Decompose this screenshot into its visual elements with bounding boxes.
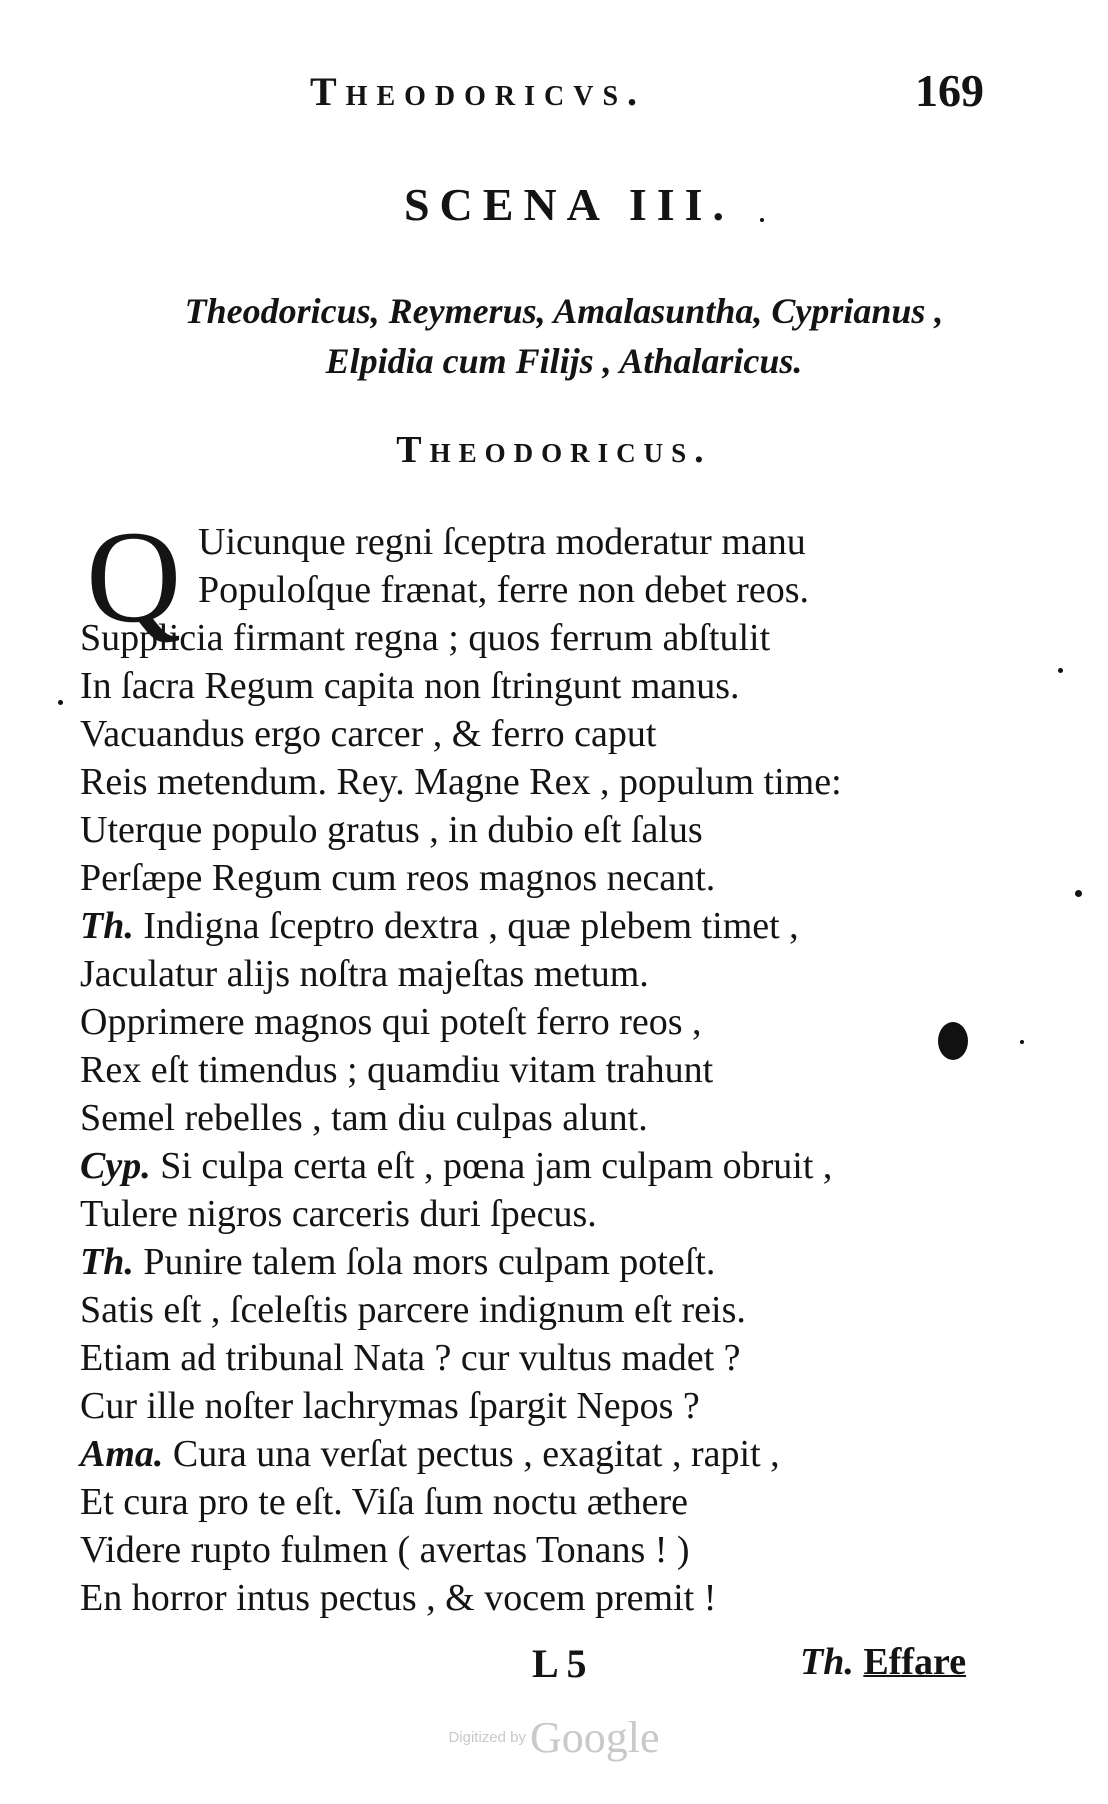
verse-line: [80, 1190, 1020, 1238]
verse-line: [80, 614, 1020, 662]
speaker-abbreviation: Ama.: [80, 1433, 164, 1475]
verse-text: Supplicia firmant regna ; quos ferrum abſtulit: [80, 617, 771, 659]
verse-line: [80, 998, 1020, 1046]
verse-line: [80, 1430, 1020, 1478]
verse-text: Videre rupto fulmen ( avertas Tonans ! ): [80, 1529, 690, 1571]
verse-text: En horror intus pectus , & vocem premit !: [80, 1577, 717, 1619]
ink-speck: [1020, 1040, 1024, 1044]
verse-line: [80, 1286, 1020, 1334]
ink-speck: [1058, 668, 1063, 673]
verse-line: [80, 758, 1020, 806]
watermark-prefix: Digitized by: [448, 1729, 526, 1746]
ink-speck: [1075, 890, 1082, 897]
verse-text: Rex eſt timendus ; quamdiu vitam trahunt: [80, 1049, 714, 1091]
verse-line: [80, 1238, 1020, 1286]
dramatis-personae: [0, 286, 1108, 386]
digitization-watermark: [0, 1712, 1108, 1763]
verse-text: Semel rebelles , tam diu culpas alunt.: [80, 1097, 648, 1139]
verse-text: Uicunque regni ſceptra moderatur manu: [198, 521, 806, 563]
verse-line: [80, 566, 1020, 614]
verse-text: Et cura pro te eſt. Viſa ſum noctu æthere: [80, 1481, 688, 1523]
verse-block: [80, 503, 1020, 1622]
verse-line: [80, 1142, 1020, 1190]
speaker-abbreviation: Th.: [80, 1241, 134, 1283]
verse-text: Vacuandus ergo carcer , & ferro caput: [80, 713, 657, 755]
verse-line: [80, 710, 1020, 758]
speaker-abbreviation: Cyp.: [80, 1145, 151, 1187]
verse-text: Si culpa certa eſt , pœna jam culpam obruit ,: [150, 1145, 833, 1187]
verse-line: [80, 1382, 1020, 1430]
signature-mark: L 5: [532, 1641, 587, 1686]
verse-text: Satis eſt , ſceleſtis parcere indignum eſt reis.: [80, 1289, 746, 1331]
verse-text: In ſacra Regum capita non ſtringunt manus.: [80, 665, 740, 707]
verse-line: [80, 806, 1020, 854]
verse-text: Etiam ad tribunal Nata ? cur vultus madet ?: [80, 1337, 741, 1379]
verse-text: Indigna ſceptro dextra , quæ plebem timet ,: [133, 905, 799, 947]
verse-line: [80, 1478, 1020, 1526]
ink-blot: [938, 1022, 968, 1060]
verse-line: [80, 1574, 1020, 1622]
verse-text: Reis metendum. Rey. Magne Rex , populum time:: [80, 761, 842, 803]
verse-text: Cura una verſat pectus , exagitat , rapit ,: [163, 1433, 780, 1475]
verse-text: Populoſque frænat, ferre non debet reos.: [198, 569, 809, 611]
verse-line: [80, 662, 1020, 710]
verse-text: Perſæpe Regum cum reos magnos necant.: [80, 857, 716, 899]
verse-text: Tulere nigros carceris duri ſpecus.: [80, 1193, 597, 1235]
catchword-text: Effare: [863, 1641, 967, 1683]
verse-line: [80, 950, 1020, 998]
scene-title: SCENA III.: [403, 179, 735, 230]
verse-line: [80, 518, 1020, 566]
running-title: Theodoricvs.: [310, 69, 647, 114]
verse-text: Punire talem ſola mors culpam poteſt.: [133, 1241, 716, 1283]
verse-line: [80, 1046, 1020, 1094]
speaker-heading: Theodoricus.: [396, 429, 712, 471]
page-footer: [0, 1640, 1108, 1690]
ink-speck: [58, 700, 63, 705]
catchword: [800, 1640, 966, 1684]
catchword-abbreviation: Th.: [800, 1641, 854, 1683]
characters-line-1: Theodoricus, Reymerus, Amalasuntha, Cyprianus ,: [184, 291, 944, 331]
verse-text: Cur ille noſter lachrymas ſpargit Nepos ?: [80, 1385, 700, 1427]
ink-speck: [760, 218, 764, 222]
characters-line-2: Elpidia cum Filijs , Athalaricus.: [325, 341, 803, 381]
verse-line: [80, 902, 1020, 950]
speaker-abbreviation: Th.: [80, 905, 134, 947]
watermark-brand: Google: [530, 1713, 660, 1762]
page-number: 169: [915, 65, 984, 116]
drop-cap: Q: [86, 503, 182, 650]
verse-line: [80, 1334, 1020, 1382]
verse-line: [80, 1526, 1020, 1574]
verse-line: [80, 854, 1020, 902]
verse-text: Opprimere magnos qui poteſt ferro reos ,: [80, 1001, 702, 1043]
verse-text: Jaculatur alijs noſtra majeſtas metum.: [80, 953, 649, 995]
verse-line: [80, 1094, 1020, 1142]
verse-text: Uterque populo gratus , in dubio eſt ſalus: [80, 809, 703, 851]
